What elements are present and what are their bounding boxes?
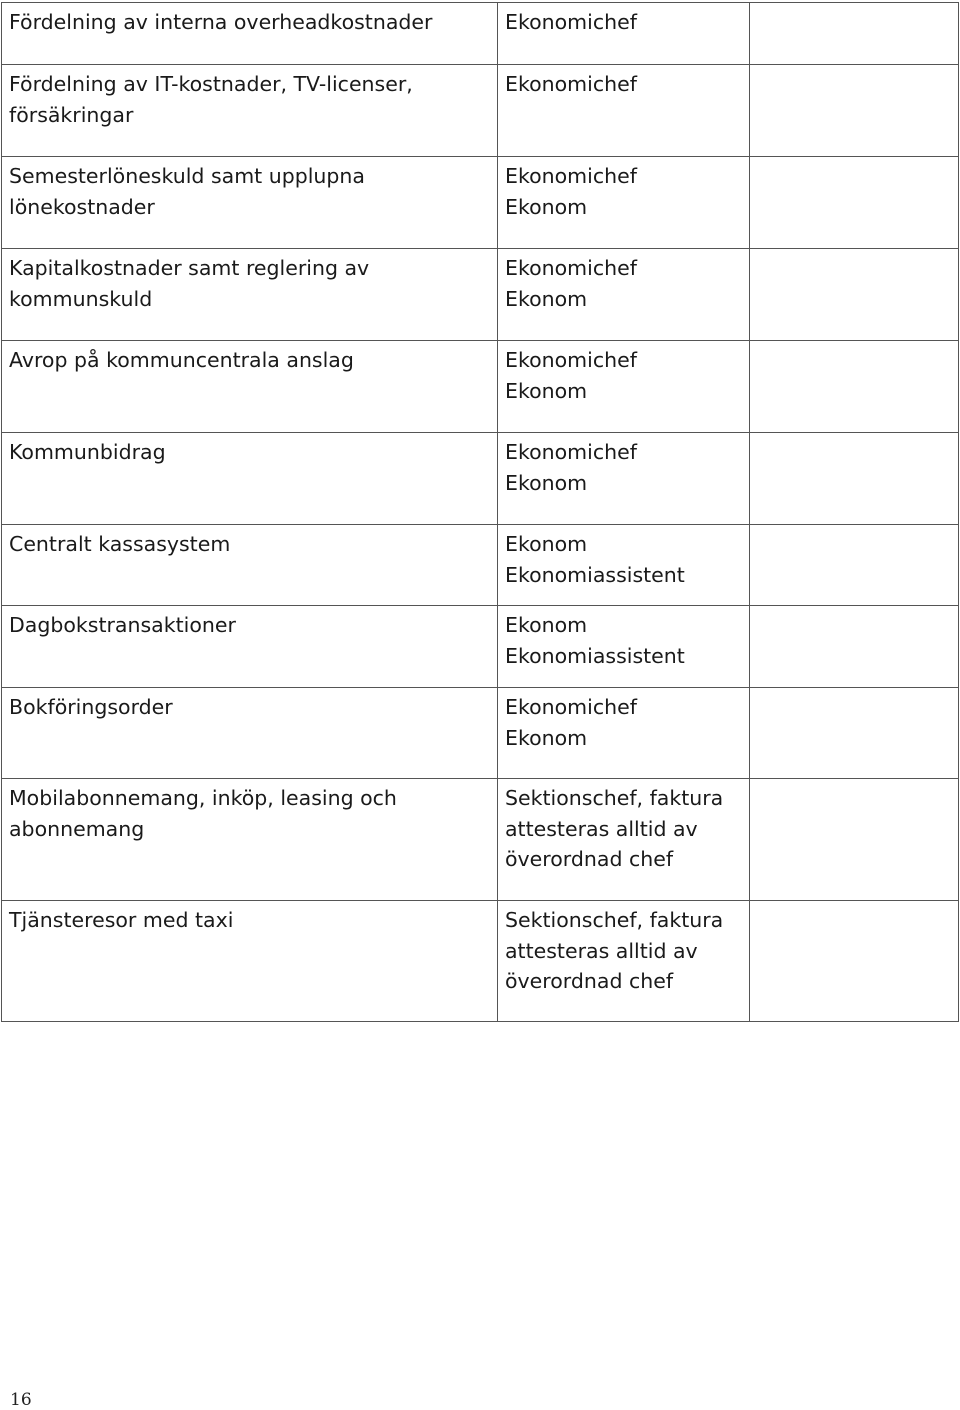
table-row [2, 65, 959, 157]
role-cell: Ekonom Ekonomiassistent [498, 525, 750, 606]
note-cell [750, 65, 959, 157]
task-cell: Semesterlöneskuld samt upplupna lönekostnader [2, 157, 498, 249]
note-cell [750, 901, 959, 1022]
table-row [2, 3, 959, 65]
role-cell: Ekonomichef Ekonom [498, 157, 750, 249]
note-cell [750, 157, 959, 249]
delegation-table [1, 2, 959, 1022]
table-row [2, 688, 959, 779]
role-cell: Ekonomichef [498, 3, 750, 65]
note-cell [750, 3, 959, 65]
table-row [2, 525, 959, 606]
note-cell [750, 433, 959, 525]
task-cell: Avrop på kommuncentrala anslag [2, 341, 498, 433]
note-cell [750, 606, 959, 688]
note-cell [750, 779, 959, 901]
table-row [2, 901, 959, 1022]
role-cell: Ekonomichef Ekonom [498, 688, 750, 779]
table-row [2, 157, 959, 249]
task-cell: Fördelning av interna overheadkostnader [2, 3, 498, 65]
note-cell [750, 688, 959, 779]
task-cell: Centralt kassasystem [2, 525, 498, 606]
table-row [2, 606, 959, 688]
role-cell: Ekonomichef Ekonom [498, 341, 750, 433]
note-cell [750, 341, 959, 433]
table-row [2, 779, 959, 901]
delegation-table-body [2, 3, 959, 1022]
role-cell: Ekonomichef Ekonom [498, 433, 750, 525]
task-cell: Dagbokstransaktioner [2, 606, 498, 688]
task-cell: Kapitalkostnader samt reglering av kommunskuld [2, 249, 498, 341]
table-row [2, 433, 959, 525]
table-row [2, 341, 959, 433]
note-cell [750, 525, 959, 606]
task-cell: Fördelning av IT-kostnader, TV-licenser, försäkringar [2, 65, 498, 157]
task-cell: Mobilabonnemang, inköp, leasing och abonnemang [2, 779, 498, 901]
task-cell: Tjänsteresor med taxi [2, 901, 498, 1022]
task-cell: Bokföringsorder [2, 688, 498, 779]
role-cell: Ekonomichef Ekonom [498, 249, 750, 341]
note-cell [750, 249, 959, 341]
role-cell: Ekonom Ekonomiassistent [498, 606, 750, 688]
role-cell: Ekonomichef [498, 65, 750, 157]
task-cell: Kommunbidrag [2, 433, 498, 525]
table-row [2, 249, 959, 341]
role-cell: Sektionschef, faktura attesteras alltid av överordnad chef [498, 901, 750, 1022]
page-number: 16 [10, 1390, 32, 1410]
role-cell: Sektionschef, faktura attesteras alltid av överordnad chef [498, 779, 750, 901]
